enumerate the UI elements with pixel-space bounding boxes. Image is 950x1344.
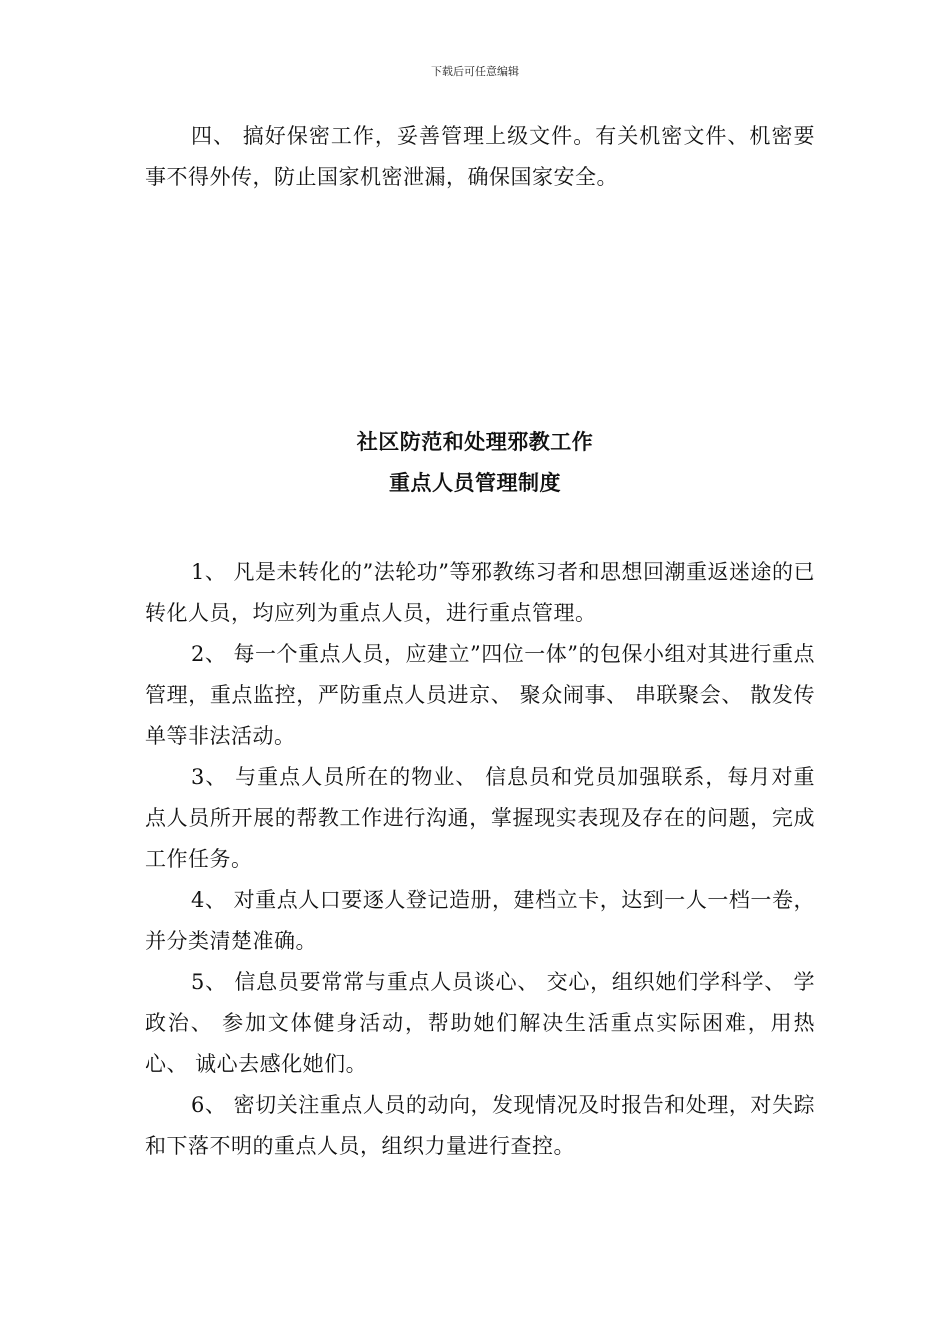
- rule-item-3: 3、 与重点人员所在的物业、 信息员和党员加强联系，每月对重点人员所开展的帮教工作进行沟通，掌握现实表现及存在的问题，完成工作任务。: [145, 765, 815, 871]
- document-title: 社区防范和处理邪教工作: [356, 429, 594, 454]
- rule-item-6: 6、 密切关注重点人员的动向，发现情况及时报告和处理，对失踪和下落不明的重点人员，组织力量进行查控。: [145, 1093, 815, 1158]
- rule-item-4: 4、 对重点人口要逐人登记造册，建档立卡，达到一人一档一卷，并分类清楚准确。: [145, 888, 815, 953]
- intro-paragraph: 四、 搞好保密工作，妥善管理上级文件。有关机密文件、机密要事不得外传，防止国家机密泄漏，确保国家安全。: [145, 124, 815, 189]
- rule-item-2: 2、 每一个重点人员，应建立”四位一体”的包保小组对其进行重点管理，重点监控，严防重点人员进京、 聚众闹事、 串联聚会、 散发传单等非法活动。: [145, 642, 816, 748]
- document-subtitle: 重点人员管理制度: [389, 470, 561, 495]
- header-note: 下载后可任意编辑: [431, 65, 519, 78]
- rule-item-1: 1、 凡是未转化的”法轮功”等邪教练习者和思想回潮重返迷途的已转化人员，均应列为重点人员，进行重点管理。: [145, 560, 816, 625]
- rule-item-5: 5、 信息员要常常与重点人员谈心、 交心，组织她们学科学、 学政治、 参加文体健身活动，帮助她们解决生活重点实际困难，用热心、 诚心去感化她们。: [145, 970, 815, 1076]
